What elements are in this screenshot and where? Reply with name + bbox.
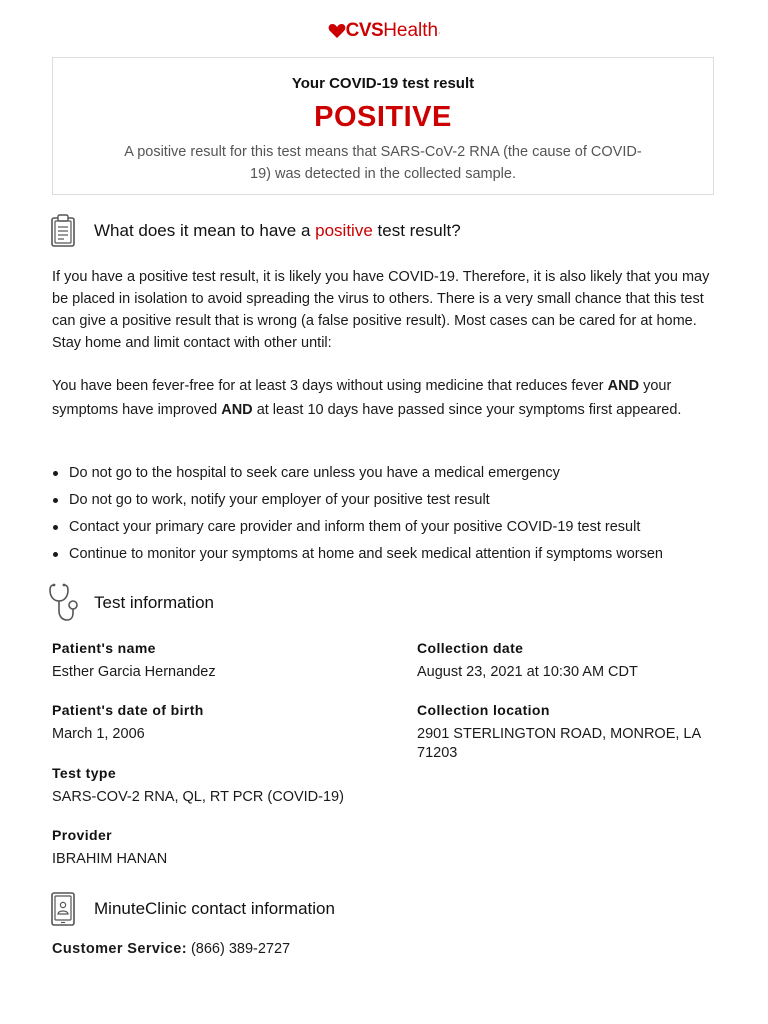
dob-field: [52, 702, 372, 744]
collection-location-value: 2901 STERLINGTON ROAD, MONROE, LA 71203: [417, 726, 701, 761]
paragraph2-part3: at least 10 days have passed since your symptoms first appeared.: [256, 401, 682, 418]
test-type-value: SARS-COV-2 RNA, QL, RT PCR (COVID-19): [52, 789, 344, 805]
meaning-title: [94, 221, 461, 241]
instructions-list: [52, 462, 742, 570]
collection-date-label: Collection date: [417, 640, 524, 656]
meaning-section-header: [48, 213, 461, 249]
provider-field: [52, 827, 372, 869]
cvs-health-logo: [0, 20, 768, 46]
patient-name-value: Esther Garcia Hernandez: [52, 664, 216, 680]
dob-value: March 1, 2006: [52, 726, 145, 742]
result-title: Your COVID-19 test result: [291, 75, 475, 92]
paragraph2-and2: AND: [221, 401, 253, 418]
phone-icon: [48, 891, 78, 927]
bullet-dot: [53, 471, 58, 476]
meaning-title-prefix: What does it mean to have a: [94, 221, 311, 240]
customer-service-line: [52, 941, 290, 957]
list-item: [52, 516, 742, 543]
provider-label: Provider: [52, 827, 112, 843]
meaning-paragraph-2: [52, 375, 720, 422]
contact-section-header: [48, 891, 335, 927]
bullet-dot: [53, 552, 58, 557]
meaning-title-highlight: positive: [315, 221, 373, 240]
customer-service-phone[interactable]: (866) 389-2727: [190, 941, 291, 957]
collection-date-field: [417, 640, 737, 682]
test-type-label: Test type: [52, 765, 117, 781]
logo-reg: .: [438, 26, 441, 36]
bullet-dot: [53, 525, 58, 530]
stethoscope-icon: [48, 583, 78, 623]
bullet-dot: [53, 498, 58, 503]
list-item-text: Do not go to the hospital to seek care unless you have a medical emergency: [69, 465, 560, 481]
customer-service-label: Customer Service:: [52, 941, 187, 957]
list-item: [52, 462, 742, 489]
collection-date-value: August 23, 2021 at 10:30 AM CDT: [417, 664, 638, 680]
logo-suffix: Health: [383, 20, 439, 41]
list-item: [52, 489, 742, 516]
test-info-title: Test information: [94, 593, 214, 612]
paragraph2-part1: You have been fever-free for at least 3 days without using medicine that reduces fever: [52, 378, 604, 394]
test-info-section-header: [48, 583, 214, 623]
meaning-title-suffix: test result?: [377, 221, 461, 240]
test-type-field: [52, 765, 372, 807]
provider-value: IBRAHIM HANAN: [52, 851, 168, 867]
dob-label: Patient's date of birth: [52, 702, 204, 718]
paragraph2-part2: your symptoms have improved: [52, 378, 672, 418]
clipboard-icon: [48, 213, 78, 249]
paragraph2-and1: AND: [607, 378, 640, 394]
collection-location-field: [417, 702, 717, 763]
result-status: POSITIVE: [314, 101, 452, 133]
logo-brand: CVS: [345, 20, 384, 41]
patient-name-label: Patient's name: [52, 640, 156, 656]
list-item-text: Contact your primary care provider and inform them of your positive COVID-19 test result: [69, 519, 641, 535]
result-description: A positive result for this test means that SARS-CoV-2 RNA (the cause of COVID-19) was detected in the collected sample.: [124, 144, 642, 182]
meaning-paragraph-1: If you have a positive test result, it is likely you have COVID-19. Therefore, it is also likely that you may be placed in isolation to avoid spreading the virus to others. There is a very small chance that this test can give a positive result that is wrong (a false positive result). Most cases can be cared for at home. Stay home and limit contact with other until:: [52, 269, 710, 351]
list-item: [52, 543, 742, 570]
contact-title: MinuteClinic contact information: [94, 899, 335, 918]
collection-location-label: Collection location: [417, 702, 550, 718]
patient-name-field: [52, 640, 372, 682]
list-item-text: Continue to monitor your symptoms at home and seek medical attention if symptoms worsen: [69, 546, 663, 562]
heart-logo-icon: [328, 23, 346, 39]
list-item-text: Do not go to work, notify your employer of your positive test result: [69, 492, 490, 508]
result-card: [52, 57, 714, 195]
